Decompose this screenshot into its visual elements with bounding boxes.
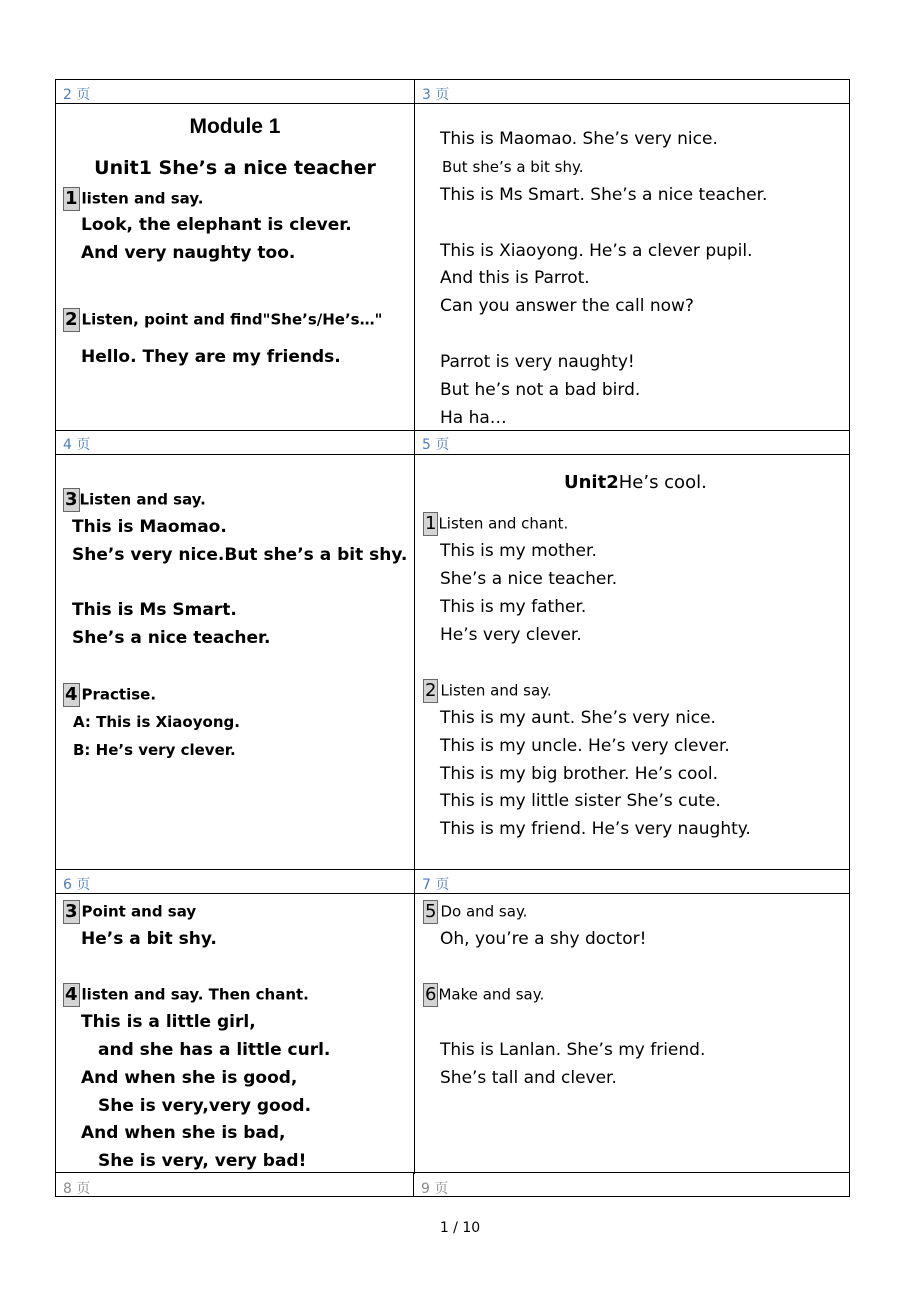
text-line: This is a little girl, xyxy=(81,1012,256,1032)
exercise-label: Listen and say. xyxy=(440,681,552,700)
text-line: But he’s not a bad bird. xyxy=(440,380,641,400)
exercise-number: 2 xyxy=(425,680,437,701)
exercise-heading xyxy=(423,512,568,536)
exercise-label: listen and say. xyxy=(81,189,204,208)
unit-title-text: He’s cool. xyxy=(618,472,707,493)
page-label-6: 6 页 xyxy=(63,877,91,893)
text-line: Look, the elephant is clever. xyxy=(81,215,352,235)
page-label-8: 8 页 xyxy=(63,1181,91,1197)
exercise-number: 5 xyxy=(425,901,437,922)
exercise-label: Listen, point and find"She’s/He’s…" xyxy=(81,310,383,329)
exercise-number: 4 xyxy=(65,684,78,705)
exercise-label: Point and say xyxy=(81,902,197,921)
exercise-number: 6 xyxy=(425,984,437,1005)
exercise-label: Practise. xyxy=(81,685,157,704)
text-line: She’s very nice.But she’s a bit shy. xyxy=(72,545,408,565)
unit-title xyxy=(564,472,707,494)
text-line: But she’s a bit shy. xyxy=(442,158,584,176)
text-line: She’s a nice teacher. xyxy=(440,569,618,589)
text-line: She is very,very good. xyxy=(98,1096,312,1116)
text-line: She’s a nice teacher. xyxy=(72,628,271,648)
exercise-label: listen and say. Then chant. xyxy=(81,985,309,1004)
page-label-7: 7 页 xyxy=(422,877,450,893)
page-label-3: 3 页 xyxy=(422,87,450,103)
unit-title: Unit1 She’s a nice teacher xyxy=(94,157,376,179)
text-line: B: He’s very clever. xyxy=(73,741,236,759)
text-line: He’s a bit shy. xyxy=(81,929,217,949)
text-line: Parrot is very naughty! xyxy=(440,352,635,372)
exercise-number: 1 xyxy=(65,188,78,209)
text-line: And very naughty too. xyxy=(81,243,296,263)
text-line: This is Maomao. xyxy=(72,517,227,537)
text-line: This is my aunt. She’s very nice. xyxy=(440,708,716,728)
exercise-heading xyxy=(63,983,309,1007)
exercise-heading xyxy=(63,900,196,924)
text-line: This is my friend. He’s very naughty. xyxy=(440,819,751,839)
module-title: Module 1 xyxy=(189,115,281,138)
page-label-2: 2 页 xyxy=(63,87,91,103)
exercise-label: Do and say. xyxy=(440,902,528,921)
exercise-label: Listen and chant. xyxy=(438,514,569,533)
text-line: This is Ms Smart. She’s a nice teacher. xyxy=(440,185,768,205)
exercise-number: 3 xyxy=(65,901,78,922)
exercise-label: Listen and say. xyxy=(79,490,206,509)
page-label-9: 9 页 xyxy=(421,1181,449,1197)
exercise-heading xyxy=(63,308,382,332)
text-line: He’s very clever. xyxy=(440,625,582,645)
text-line: And when she is good, xyxy=(81,1068,298,1088)
exercise-heading xyxy=(423,900,527,924)
exercise-number: 4 xyxy=(65,984,78,1005)
text-line: This is my mother. xyxy=(440,541,597,561)
exercise-number: 3 xyxy=(65,489,78,510)
exercise-heading xyxy=(63,187,203,211)
text-line: This is Maomao. She’s very nice. xyxy=(440,129,718,149)
text-line: This is my uncle. He’s very clever. xyxy=(440,736,730,756)
exercise-heading xyxy=(63,683,156,707)
text-line: and she has a little curl. xyxy=(98,1040,331,1060)
text-line: This is Ms Smart. xyxy=(72,600,237,620)
text-line: Can you answer the call now? xyxy=(440,296,694,316)
text-line: Hello. They are my friends. xyxy=(81,347,341,367)
exercise-heading xyxy=(423,679,552,703)
unit-title-number: Unit2 xyxy=(564,472,619,493)
text-line: A: This is Xiaoyong. xyxy=(73,713,240,731)
text-line: And this is Parrot. xyxy=(440,268,590,288)
text-line: Ha ha… xyxy=(440,408,507,428)
text-line: This is my little sister She’s cute. xyxy=(440,791,721,811)
text-line: This is my father. xyxy=(440,597,587,617)
exercise-heading xyxy=(63,488,206,512)
exercise-heading xyxy=(423,983,544,1007)
text-line: She is very, very bad! xyxy=(98,1151,307,1171)
page-footer: 1 / 10 xyxy=(439,1220,481,1236)
exercise-number: 2 xyxy=(65,309,78,330)
text-line: And when she is bad, xyxy=(81,1123,286,1143)
exercise-label: Make and say. xyxy=(438,985,545,1004)
text-line: She’s tall and clever. xyxy=(440,1068,617,1088)
page-label-5: 5 页 xyxy=(422,437,450,453)
text-line: This is my big brother. He’s cool. xyxy=(440,764,718,784)
page-label-4: 4 页 xyxy=(63,437,91,453)
text-line: This is Lanlan. She’s my friend. xyxy=(440,1040,706,1060)
exercise-number: 1 xyxy=(425,513,437,534)
text-line: Oh, you’re a shy doctor! xyxy=(440,929,647,949)
text-line: This is Xiaoyong. He’s a clever pupil. xyxy=(440,241,753,261)
